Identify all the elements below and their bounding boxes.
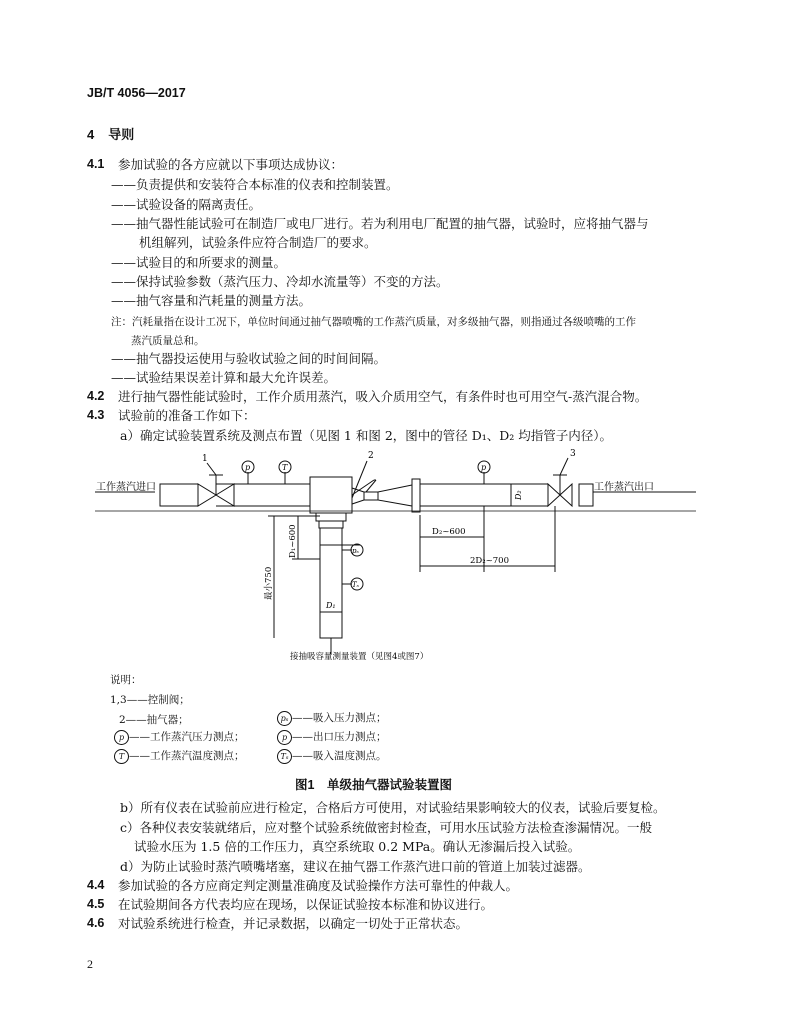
- legend-title: 说明：: [110, 674, 142, 686]
- pressure-point-symbol: p: [245, 463, 251, 472]
- sub-item-c-continued: 试验水压为 1.5 倍的工作压力，真空系统取 0.2 MPa。确认无渗漏后投入试验。: [134, 839, 581, 854]
- outlet-pressure-symbol: p: [481, 463, 487, 472]
- connect-label: 接抽吸容量测量装置（见图4或图7）: [290, 652, 429, 662]
- sub-item-d: d）为防止试验时蒸汽喷嘴堵塞，建议在抽气器工作蒸汽进口前的管道上加装过滤器。: [120, 859, 591, 874]
- pressure-symbol: p: [114, 730, 129, 745]
- test-setup-diagram: [0, 440, 791, 665]
- list-item: ——抽气器投运使用与验收试验之间的时间间隔。: [111, 351, 387, 366]
- note-text: 注：汽耗量指在设计工况下，单位时间通过抽气器喷嘴的工作蒸汽质量，对多级抽气器，则指通过各级喷嘴的工作: [111, 316, 636, 328]
- outlet-label: 工作蒸汽出口: [594, 482, 654, 493]
- legend-row: Tₛ ——吸入温度测点。: [277, 748, 387, 764]
- clause-text: 参加试验的各方应就以下事项达成协议：: [118, 157, 344, 172]
- standard-number: JB/T 4056—2017: [87, 86, 186, 100]
- section-heading: [87, 124, 134, 143]
- list-item: ——抽气器性能试验可在制造厂或电厂进行。若为利用电厂配置的抽气器，试验时，应将抽气器与: [111, 216, 649, 231]
- clause-text: 试验前的准备工作如下：: [118, 408, 256, 423]
- temperature-point-symbol: T: [282, 463, 288, 472]
- clause-number: 4.4: [87, 878, 105, 892]
- legend-row: 1,3——控制阀；: [110, 694, 190, 706]
- clause-number: 4.6: [87, 916, 105, 930]
- clause-number: 4.2: [87, 389, 105, 403]
- list-item: ——抽气容量和汽耗量的测量方法。: [111, 293, 312, 308]
- clause-number: 4.5: [87, 897, 105, 911]
- clause-text: 进行抽气器性能试验时，工作介质用蒸汽，吸入介质用空气，有条件时也可用空气-蒸汽混合物。: [118, 389, 648, 404]
- clause-number: 4.3: [87, 408, 105, 422]
- suction-temperature-symbol: Tₛ: [277, 749, 292, 764]
- clause-text: 对试验系统进行检查，并记录数据，以确定一切处于正常状态。: [118, 916, 469, 931]
- list-item: ——试验设备的隔离责任。: [111, 197, 262, 212]
- dim-2d2-700: 2D₂~700: [470, 556, 509, 566]
- list-item: ——试验目的和所要求的测量。: [111, 255, 287, 270]
- clause-number: 4.1: [87, 157, 105, 171]
- page-number: 2: [87, 957, 93, 971]
- dim-min-750: 最小750: [264, 566, 274, 600]
- sub-item-a: a）确定试验装置系统及测点布置（见图 1 和图 2，图中的管径 D₁、D₂ 均指管子内径）。: [120, 428, 613, 443]
- clause-text: 在试验期间各方代表均应在现场，以保证试验按本标准和协议进行。: [118, 897, 494, 912]
- suction-pressure-symbol: pₛ: [352, 547, 359, 555]
- dim-d1-600: D₁~600: [288, 524, 298, 558]
- sub-item-b: b）所有仪表在试验前应进行检定，合格后方可使用，对试验结果影响较大的仪表，试验后要复检。: [120, 800, 666, 815]
- d1-label: D₁: [326, 601, 336, 610]
- legend-row: p ——出口压力测点；: [277, 729, 387, 745]
- section-title: 导则: [108, 127, 135, 142]
- outlet-pressure-symbol: p: [277, 730, 292, 745]
- inlet-label: 工作蒸汽进口: [96, 482, 156, 493]
- callout-2: 2: [368, 451, 374, 461]
- list-item: ——保持试验参数（蒸汽压力、冷却水流量等）不变的方法。: [111, 274, 449, 289]
- suction-temperature-symbol: Tₛ: [352, 581, 360, 589]
- legend-row: T ——工作蒸汽温度测点；: [114, 748, 245, 764]
- sub-item-c: c）各种仪表安装就绪后，应对整个试验系统做密封检查，可用水压试验方法检查渗漏情况。一般: [120, 820, 653, 835]
- legend-row: p ——工作蒸汽压力测点；: [114, 729, 245, 745]
- callout-1: 1: [202, 454, 208, 464]
- note-text-continued: 蒸汽质量总和。: [131, 335, 205, 347]
- list-item: ——负责提供和安装符合本标准的仪表和控制装置。: [111, 177, 399, 192]
- legend-row: pₛ ——吸入压力测点；: [277, 710, 387, 726]
- legend-row: 2——抽气器；: [119, 714, 189, 726]
- dim-d2-600: D₂~600: [432, 527, 466, 537]
- section-number: 4: [87, 127, 95, 142]
- d2-label: D₂: [514, 490, 523, 500]
- figure-caption: 图1 单级抽气器试验装置图: [295, 778, 452, 792]
- suction-pressure-symbol: pₛ: [277, 711, 292, 726]
- list-item-continued: 机组解列，试验条件应符合制造厂的要求。: [139, 235, 377, 250]
- temperature-symbol: T: [114, 749, 129, 764]
- callout-3: 3: [570, 449, 576, 459]
- clause-text: 参加试验的各方应商定判定测量准确度及试验操作方法可靠性的仲裁人。: [118, 878, 519, 893]
- list-item: ——试验结果误差计算和最大允许误差。: [111, 370, 337, 385]
